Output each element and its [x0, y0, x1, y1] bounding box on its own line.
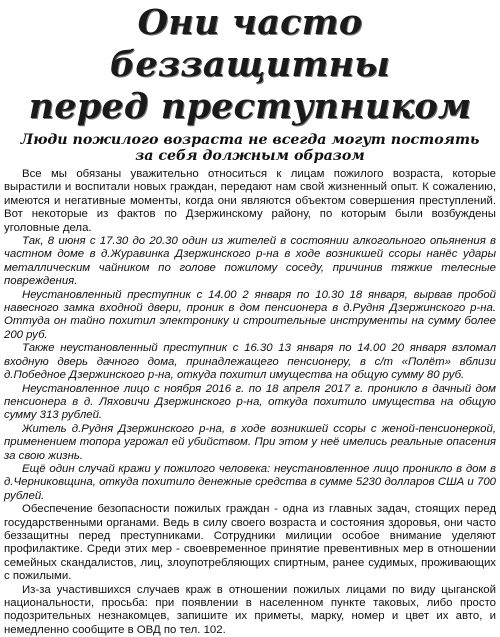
paragraph-intro: Все мы обязаны уважительно относиться к лицам пожилого возраста, которые вырастили и воспитали новых граждан, передают нам свой жизненный опыт. К сожалению, имеются и негативные моменты, когда они являются объектом совершения преступлений. Вот некоторые из фактов по Дзержинскому району, по которым были возбуждены уголовные дела.: [4, 168, 496, 234]
headline-line-2: перед преступником: [28, 86, 472, 127]
paragraph-case-lyakhovichi: Неустановленное лицо с ноября 2016 г. по 18 апреля 2017 г. проникло в дачный дом пенсионера в д. Ляховичи Дзержинского р-на, откуда похитило имущества на общую сумму 313 рублей.: [4, 382, 496, 422]
paragraph-case-zhuravinka: Так, 8 июня с 17.30 до 20.30 один из жителей в состоянии алкогольного опьянения в частном доме в д.Журавинка Дзержинского р-на в ходе возникшей ссоры нанёс удары металлическим чайником по голове пожилому соседу, причинив тяжкие телесные повреждения.: [4, 235, 496, 288]
paragraph-case-rudnya-threat: Житель д.Рудня Дзержинского р-на, в ходе возникшей ссоры с женой-пенсионеркой, применением топора угрожал ей убийством. При этом у неё имелись реальные опасения за свою жизнь.: [4, 422, 496, 462]
paragraph-prevention: Обеспечение безопасности пожилых граждан - одна из главных задач, стоящих перед государственными органами. Ведь в силу своего возраста и состояния здоровья, они часто беззащитны перед преступниками. Сотрудники милиции особое внимание уделяют профилактике. Среди этих мер - своевременное принятие превентивных мер в отношении семейных скандалистов, лиц, злоупотребляющих спиртным, ранее судимых, проживающих с пожилыми.: [4, 503, 496, 583]
paragraph-case-chernikovshchina: Ещё один случай кражи у пожилого человека: неустановленное лицо проникло в дом в д.Черниковщина, откуда похитило денежные средства в сумме 5230 долларов США и 700 рублей.: [4, 462, 496, 502]
paragraph-case-pobednoe: Также неустановленный преступник с 16.30 13 января по 14.00 20 января взломал входную дверь дачного дома, принадлежащего пенсионеру, в с/т «Полёт» вблизи д.Победное Дзержинского р-на, откуда похитил имущества на общую сумму 80 руб.: [4, 342, 496, 382]
article-body: [4, 168, 496, 637]
headline-line-1: Они часто беззащитны: [109, 2, 391, 85]
paragraph-appeal: Из-за участившихся случаев краж в отношении пожилых лицами по виду цыганской национальности, просьба: при появлении в населенном пункте таковых, либо просто подозрительных незнакомцев, запишите их приметы, марку, номер и цвет их авто, и немедленно сообщите в ОВД по тел. 102.: [4, 583, 496, 636]
subheadline-line-2: за себя должным образом: [135, 148, 365, 164]
article-headline: [4, 2, 496, 128]
article-subheadline: [4, 132, 496, 164]
paragraph-case-rudnya-theft: Неустановленный преступник с 14.00 2 января по 10.30 18 января, вырвав пробой навесного замка входной двери, проник в дом пенсионера в д.Рудня Дзержинского р-на. Оттуда он тайно похитил электронику и строительные инструменты на сумму более 200 руб.: [4, 288, 496, 341]
subheadline-line-1: Люди пожилого возраста не всегда могут постоять: [20, 132, 480, 148]
